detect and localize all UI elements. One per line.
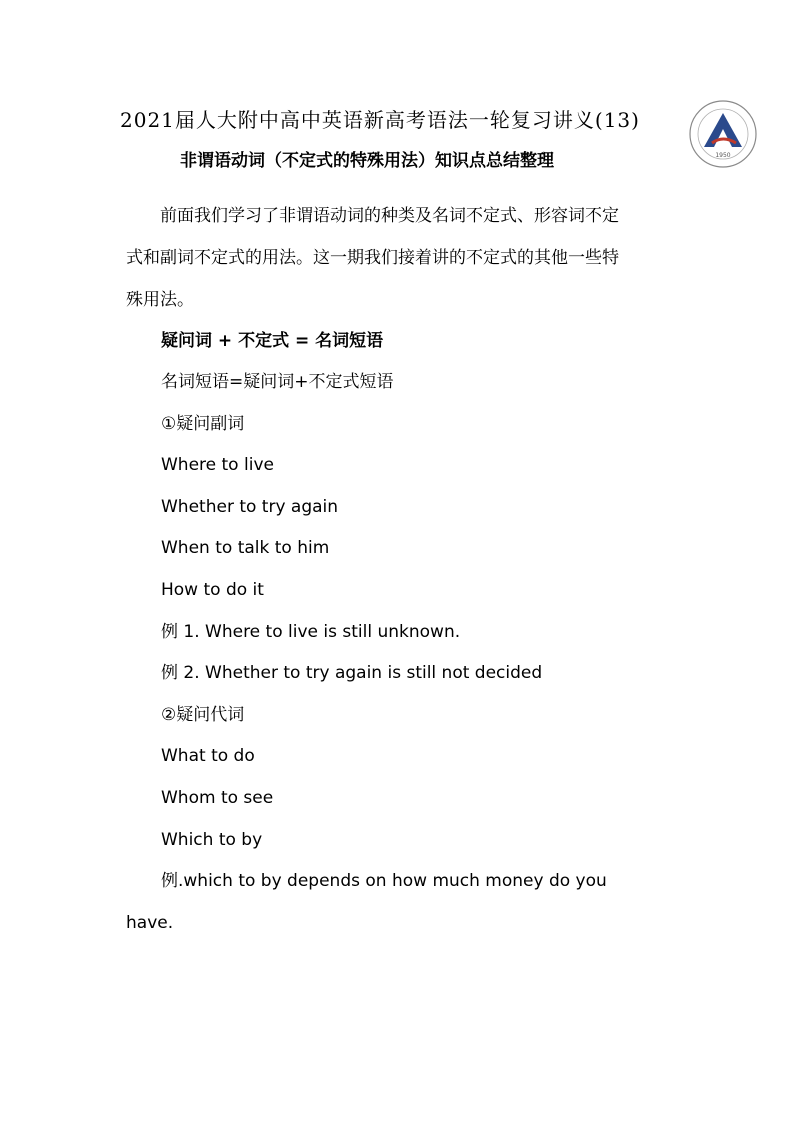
section1-heading: ①疑问副词 [161, 414, 245, 434]
school-logo-icon [688, 99, 758, 169]
logo-year: 1950 [715, 152, 731, 159]
section2-heading: ②疑问代词 [161, 705, 245, 725]
intro-line-2: 式和副词不定式的用法。这一期我们接着讲的不定式的其他一些特 [126, 248, 619, 268]
page-title: 2021届人大附中高中英语新高考语法一轮复习讲义(13) [120, 108, 640, 132]
list-item: Whether to try again [161, 497, 339, 517]
example-sentence: 例.which to by depends on how much money do you [161, 871, 607, 891]
formula-heading: 疑问词 + 不定式 = 名词短语 [161, 331, 384, 351]
intro-paragraph [126, 195, 671, 321]
example-sentence: 例 1. Where to live is still unknown. [161, 622, 461, 642]
list-item: Whom to see [161, 788, 274, 808]
formula-note: 名词短语=疑问词+不定式短语 [161, 372, 394, 392]
example-sentence-continued: have. [126, 913, 174, 933]
intro-line-3: 殊用法。 [126, 290, 194, 310]
page-subtitle: 非谓语动词（不定式的特殊用法）知识点总结整理 [180, 151, 554, 171]
list-item: What to do [161, 746, 255, 766]
list-item: Where to live [161, 455, 274, 475]
list-item: How to do it [161, 580, 264, 600]
intro-line-1: 前面我们学习了非谓语动词的种类及名词不定式、形容词不定 [160, 206, 619, 226]
list-item: Which to by [161, 830, 263, 850]
list-item: When to talk to him [161, 538, 330, 558]
example-sentence: 例 2. Whether to try again is still not decided [161, 663, 543, 683]
